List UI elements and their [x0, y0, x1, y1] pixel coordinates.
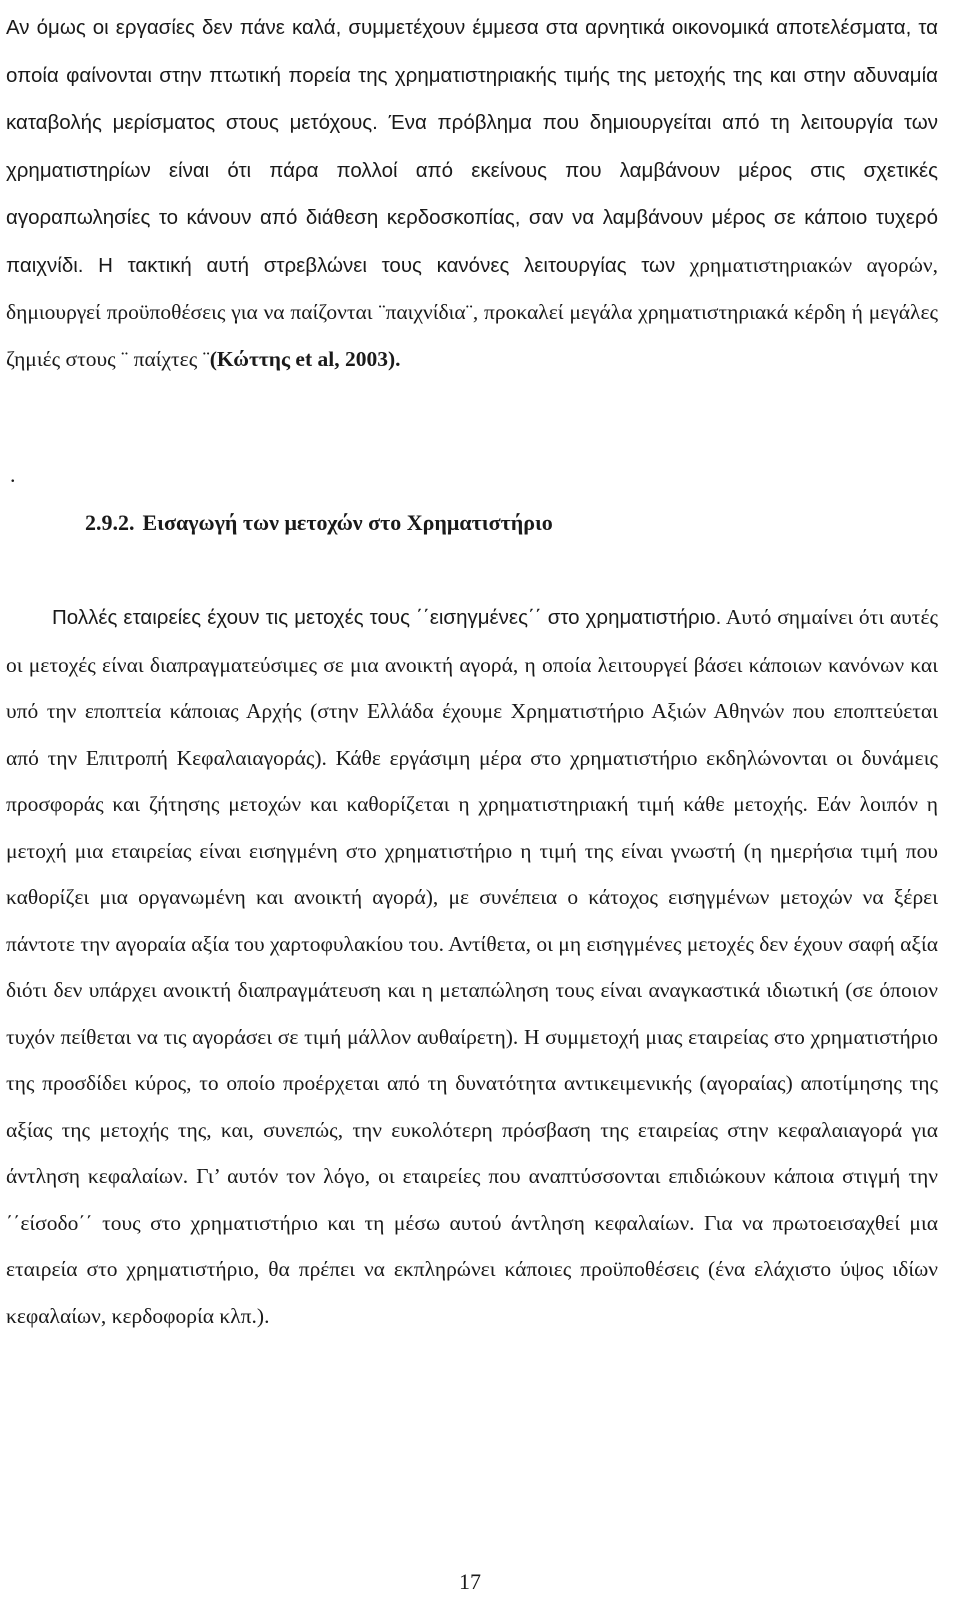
paragraph-speculation-serif-text: χρηματιστηριακών αγορών, δημιουργεί προϋποθέσεις για να παίζονται ¨παιχνίδια¨, προκαλεί μεγάλα χρηματιστηριακά κέρδη ή μεγάλες ζημιές στους ¨ παίχτες ¨	[6, 252, 938, 371]
paragraph-speculation-sans-text: Αν όμως οι εργασίες δεν πάνε καλά, συμμετέχουν έμμεσα στα αρνητικά οικονομικά αποτελέσματα, τα οποία φαίνονται στην πτωτική πορεία της χρηματιστηριακής τιμής της μετοχής της και στην αδυναμία καταβολής μερίσματος στους μετόχους. Ένα πρόβλημα που δημιουργείται από τη λειτουργία των χρηματιστηρίων είναι ότι πάρα πολλοί από εκείνους που λαμβάνουν μέρος στις σχετικές αγοραπωλησίες το κάνουν από διάθεση κερδοσκοπίας, σαν να λαμβάνουν μέρος σε κάποιο τυχερό παιχνίδι. Η τακτική αυτή στρεβλώνει τους κανόνες λειτουργίας των	[6, 16, 938, 277]
paragraph-listing	[6, 594, 938, 1339]
citation: (Κώττης et al, 2003).	[209, 346, 401, 371]
page-number: 17	[459, 1569, 481, 1594]
paragraph-speculation	[6, 4, 938, 382]
section-title: Εισαγωγή των μετοχών στο Χρηματιστήριο	[142, 510, 553, 535]
paragraph-listing-sans-text: Πολλές εταιρείες έχουν τις μετοχές τους ΄΄εισηγμένες΄΄ στο χρηματιστήριο.	[52, 606, 722, 629]
paragraph-listing-serif-text: Αυτό σημαίνει ότι αυτές οι μετοχές είναι διαπραγματεύσιμες σε μια ανοικτή αγορά, η οποία λειτουργεί βάσει κάποιων κανόνων και υπό την εποπτεία κάποιας Αρχής (στην Ελλάδα έχουμε Χρηματιστήριο Αξιών Αθηνών που εποπτεύεται από την Επιτροπή Κεφαλαιαγοράς). Κάθε εργάσιμη μέρα στο χρηματιστήριο εκδηλώνονται οι δυνάμεις προσφοράς και ζήτησης μετοχών και καθορίζεται η χρηματιστηριακή τιμή κάθε μετοχής. Εάν λοιπόν η μετοχή μια εταιρείας είναι εισηγμένη στο χρηματιστήριο η τιμή της είναι γνωστή (η ημερήσια τιμή που καθορίζει μια οργανωμένη και ανοικτή αγορά), με συνέπεια ο κάτοχος εισηγμένων μετοχών να ξέρει πάντοτε την αγοραία αξία του χαρτοφυλακίου του. Αντίθετα, οι μη εισηγμένες μετοχές δεν έχουν σαφή αξία διότι δεν υπάρχει ανοικτή διαπραγμάτευση και η μεταπώληση τους είναι αναγκαστικά ιδιωτική (σε όποιον τυχόν πείθεται να τις αγοράσει σε τιμή μάλλον αυθαίρετη). Η συμμετοχή μιας εταιρείας στο χρηματιστήριο της προσδίδει κύρος, το οποίο προέρχεται από τη δυνατότητα αντικειμενικής (αγοραίας) αποτίμησης της αξίας της μετοχής της, και, συνεπώς, την ευκολότερη πρόσβαση της εταιρείας στην κεφαλαιαγορά για άντληση κεφαλαίων. Γι’ αυτόν τον λόγο, οι εταιρείες που αναπτύσσονται επιδιώκουν κάποια στιγμή την ΄΄είσοδο΄΄ τους στο χρηματιστήριο και τη μέσω αυτού άντληση κεφαλαίων. Για να πρωτοεισαχθεί μια εταιρεία στο χρηματιστήριο, θα πρέπει να εκπληρώνει κάποιες προϋποθέσεις (ένα ελάχιστο ύψος ιδίων κεφαλαίων, κερδοφορία κλπ.).	[6, 605, 938, 1328]
section-heading	[85, 508, 553, 538]
section-number: 2.9.2.	[85, 510, 135, 535]
separator-dot: .	[10, 462, 16, 487]
